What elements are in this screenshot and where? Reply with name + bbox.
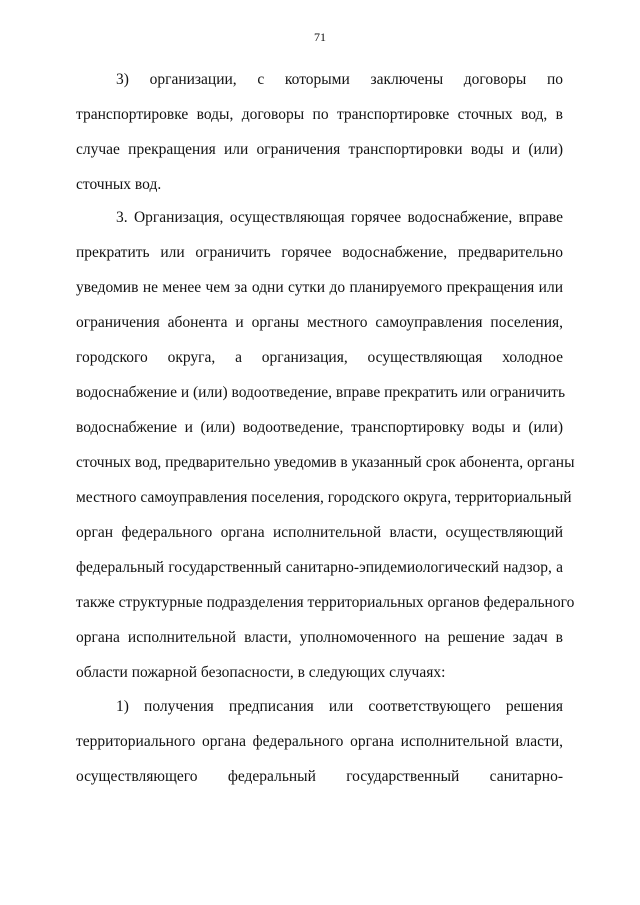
text-line: федеральный государственный санитарно-эпидемиологический надзор, а bbox=[76, 559, 563, 576]
text-line: 3) организации, с которыми заключены договоры по bbox=[116, 71, 563, 88]
text-line: орган федерального органа исполнительной власти, осуществляющий bbox=[76, 524, 563, 541]
text-line: водоснабжение и (или) водоотведение, транспортировку воды и (или) bbox=[76, 419, 563, 436]
text-line: водоснабжение и (или) водоотведение, вправе прекратить или ограничить bbox=[76, 384, 566, 401]
text-line: городского округа, а организация, осуществляющая холодное bbox=[76, 349, 563, 366]
text-line: сточных вод, предварительно уведомив в указанный срок абонента, органы bbox=[76, 454, 575, 471]
page-number: 71 bbox=[314, 30, 326, 44]
text-line: уведомив не менее чем за одни сутки до планируемого прекращения или bbox=[76, 279, 563, 296]
text-line: местного самоуправления поселения, городского округа, территориальный bbox=[76, 489, 572, 506]
text-line: также структурные подразделения территориальных органов федерального bbox=[76, 594, 575, 611]
text-line: органа исполнительной власти, уполномоченного на решение задач в bbox=[76, 629, 563, 646]
text-line: ограничения абонента и органы местного самоуправления поселения, bbox=[76, 314, 563, 331]
text-line: области пожарной безопасности, в следующих случаях: bbox=[76, 664, 446, 681]
text-line: сточных вод. bbox=[76, 176, 162, 193]
text-line: осуществляющего федеральный государственный санитарно- bbox=[76, 768, 563, 785]
paragraph-item-3 bbox=[76, 70, 563, 210]
text-line: случае прекращения или ограничения транспортировки воды и (или) bbox=[76, 141, 563, 158]
paragraph-section-3 bbox=[76, 208, 575, 698]
text-line: территориального органа федерального органа исполнительной власти, bbox=[76, 733, 563, 750]
paragraph-item-1 bbox=[76, 697, 563, 802]
text-line: прекратить или ограничить горячее водоснабжение, предварительно bbox=[76, 244, 563, 261]
text-line: транспортировке воды, договоры по транспортировке сточных вод, в bbox=[76, 106, 563, 123]
text-line: 3. Организация, осуществляющая горячее водоснабжение, вправе bbox=[116, 209, 563, 226]
text-line: 1) получения предписания или соответствующего решения bbox=[116, 698, 563, 715]
